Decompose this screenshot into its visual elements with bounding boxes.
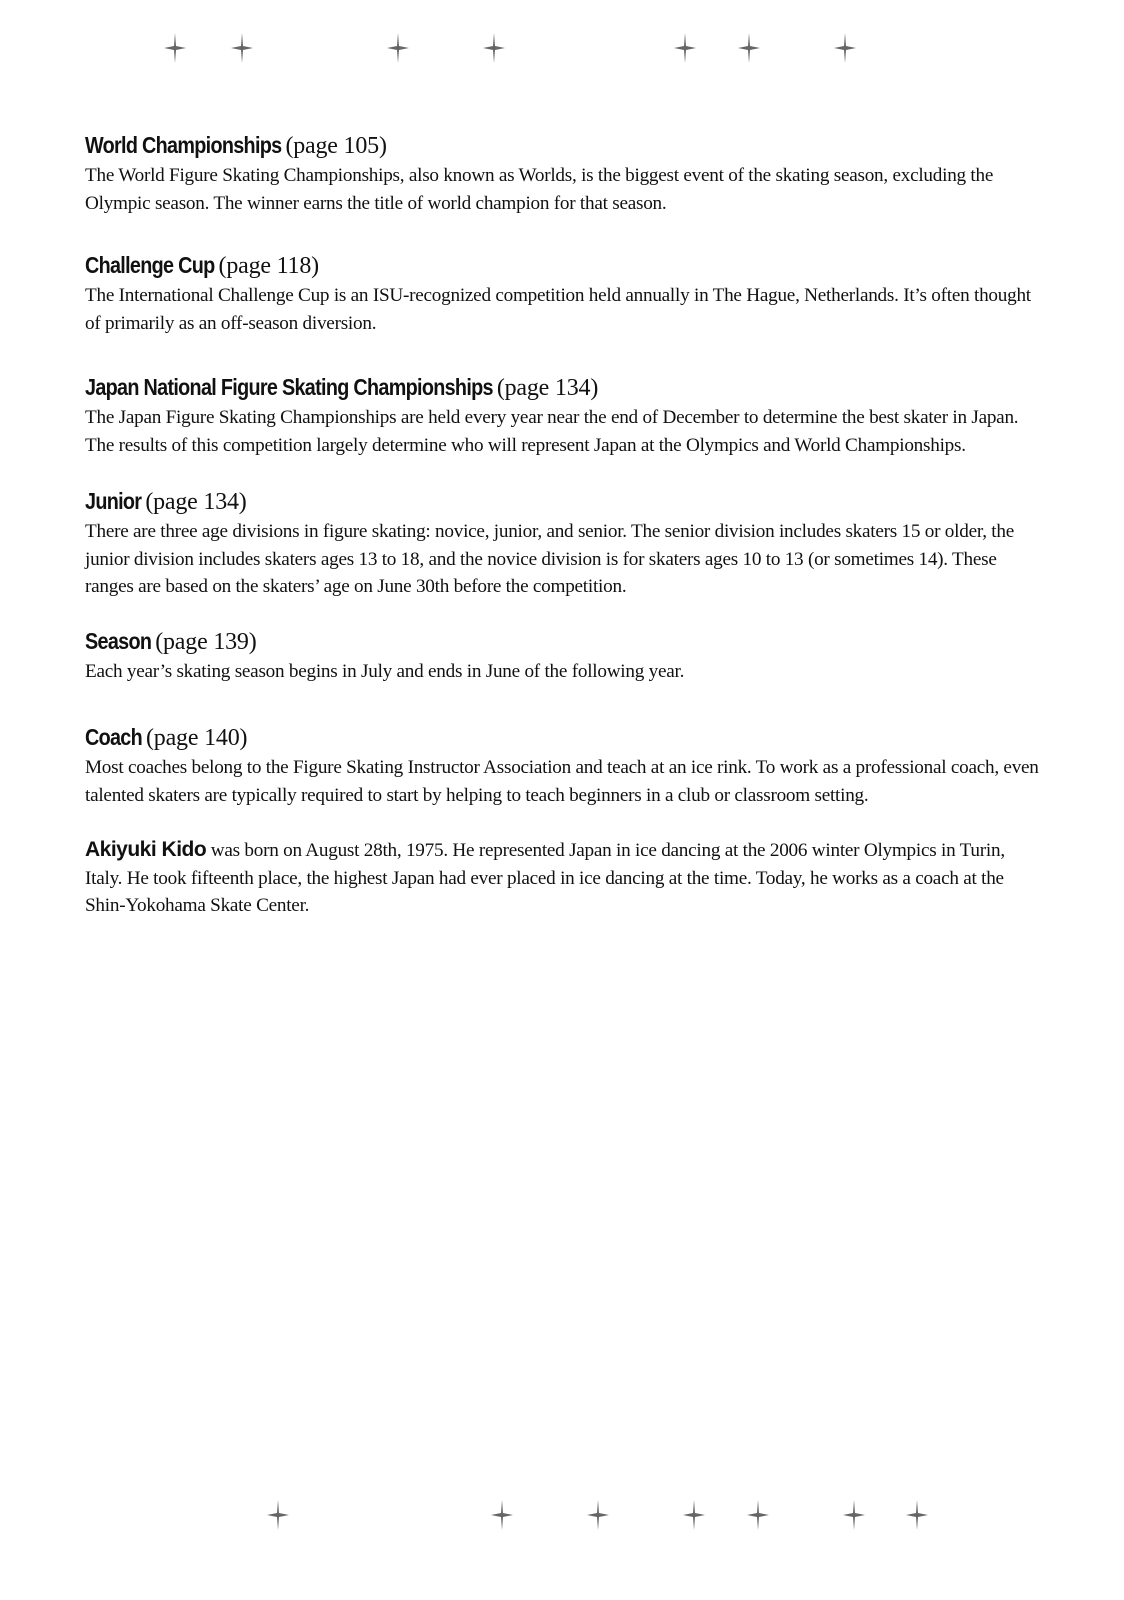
entry-page-ref: (page 140): [146, 725, 248, 751]
entry-page-ref: (page 118): [218, 253, 319, 279]
entry-term: Japan National Figure Skating Championships: [85, 374, 493, 400]
author-bio: [85, 836, 1040, 920]
sparkle-icon: [834, 33, 856, 63]
entry-page-ref: (page 139): [155, 629, 257, 655]
sparkle-icon: [483, 33, 505, 63]
sparkle-icon: [164, 33, 186, 63]
entry-heading: [85, 624, 684, 658]
entry-term: Season: [85, 628, 152, 654]
glossary-entry-japan-nationals: [85, 370, 1040, 459]
entry-definition: The International Challenge Cup is an ISU-recognized competition held annually in The Hague, Netherlands. It’s often thought of primarily as an off-season diversion.: [85, 285, 1031, 334]
entry-term: Challenge Cup: [85, 252, 215, 278]
glossary-entry-challenge-cup: [85, 248, 1040, 337]
glossary-entry-world-championships: [85, 128, 1040, 217]
entry-heading: [85, 720, 1040, 754]
glossary-entry-season: [85, 624, 684, 686]
entry-definition: Most coaches belong to the Figure Skating Instructor Association and teach at an ice rink. To work as a professional coach, even talented skaters are typically required to start by helping to teach beginners in a club or classroom setting.: [85, 757, 1039, 806]
sparkle-icon: [491, 1500, 513, 1530]
sparkle-icon: [587, 1500, 609, 1530]
sparkle-icon: [267, 1500, 289, 1530]
bio-name: Akiyuki Kido: [85, 838, 207, 861]
sparkle-icon: [747, 1500, 769, 1530]
sparkle-icon: [738, 33, 760, 63]
bio-text: was born on August 28th, 1975. He represented Japan in ice dancing at the 2006 winter Olympics in Turin, Italy. He took fifteenth place, the highest Japan had ever placed in ice dancing at the time. Today, he works as a coach at the Shin-Yokohama Skate Center.: [85, 840, 1005, 916]
entry-definition: The World Figure Skating Championships, also known as Worlds, is the biggest event of the skating season, excluding the Olympic season. The winner earns the title of world champion for that season.: [85, 165, 994, 214]
entry-definition: Each year’s skating season begins in July and ends in June of the following year.: [85, 661, 685, 682]
glossary-entry-coach: [85, 720, 1040, 809]
entry-term: Coach: [85, 724, 143, 750]
entry-page-ref: (page 105): [285, 133, 387, 159]
sparkle-icon: [231, 33, 253, 63]
sparkle-icon: [674, 33, 696, 63]
entry-page-ref: (page 134): [145, 489, 247, 515]
sparkle-icon: [387, 33, 409, 63]
entry-definition: The Japan Figure Skating Championships are held every year near the end of December to determine the best skater in Japan. The results of this competition largely determine who will represent Japan at the Olympics and World Championships.: [85, 407, 1019, 456]
entry-heading: [85, 248, 1040, 282]
sparkle-icon: [843, 1500, 865, 1530]
entry-term: Junior: [85, 488, 142, 514]
glossary-entry-junior: [85, 484, 1040, 601]
sparkle-icon: [683, 1500, 705, 1530]
entry-definition: There are three age divisions in figure skating: novice, junior, and senior. The senior division includes skaters 15 or older, the junior division includes skaters ages 13 to 18, and the novice division is for skaters ages 10 to 13 (or sometimes 14). These ranges are based on the skaters’ age on June 30th before the competition.: [85, 521, 1014, 597]
entry-term: World Championships: [85, 132, 282, 158]
sparkle-icon: [906, 1500, 928, 1530]
entry-heading: [85, 484, 1040, 518]
entry-heading: [85, 370, 1040, 404]
entry-page-ref: (page 134): [496, 375, 599, 401]
entry-heading: [85, 128, 1040, 162]
